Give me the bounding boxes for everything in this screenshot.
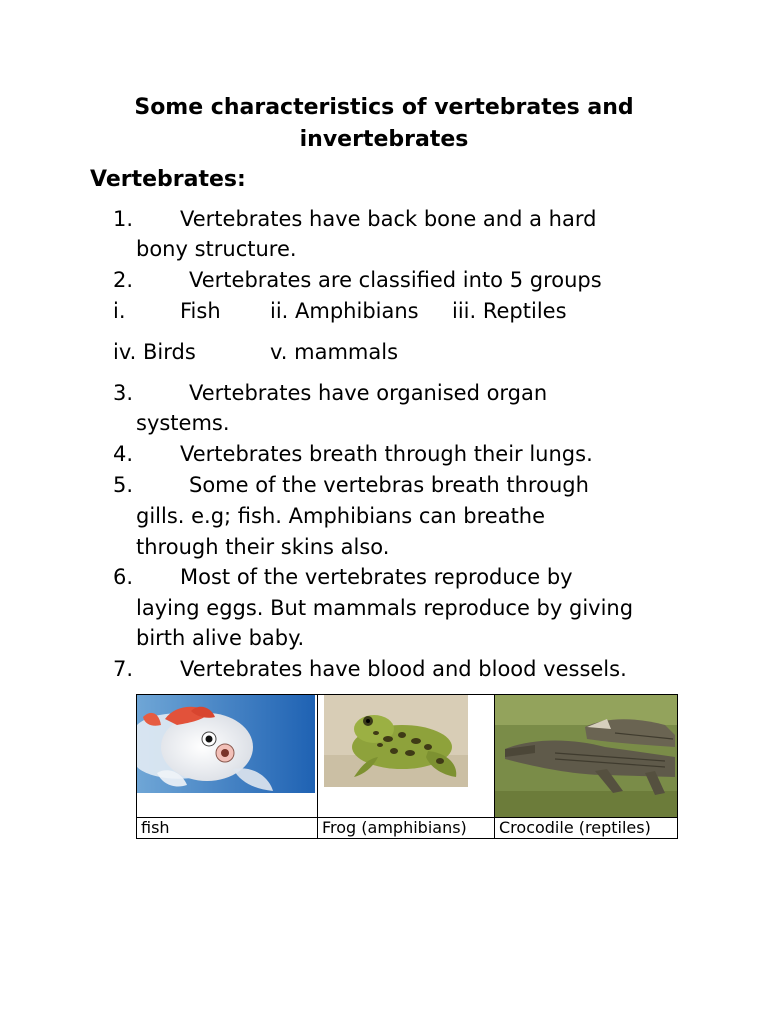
section-heading-vertebrates: Vertebrates: xyxy=(90,167,246,192)
group-mammals: v. mammals xyxy=(270,340,399,364)
crocodile-image xyxy=(495,695,677,817)
point-text: Vertebrates have organised organ xyxy=(189,381,548,405)
point-text: bony structure. xyxy=(136,237,297,261)
point-text: Vertebrates have blood and blood vessels. xyxy=(180,657,627,681)
point-text: gills. e.g; fish. Amphibians can breathe xyxy=(136,504,546,528)
point-text: systems. xyxy=(136,411,230,435)
title-line-2: invertebrates xyxy=(299,127,469,152)
point-number: 6. xyxy=(113,565,134,589)
point-text: Vertebrates breath through their lungs. xyxy=(180,442,593,466)
caption-crocodile: Crocodile (reptiles) xyxy=(495,818,678,839)
fish-image-cell xyxy=(137,695,318,818)
group-i-label: i. xyxy=(113,299,126,323)
caption-frog: Frog (amphibians) xyxy=(318,818,495,839)
point-number: 3. xyxy=(113,381,134,405)
group-fish: Fish xyxy=(180,299,221,323)
group-birds: iv. Birds xyxy=(113,340,196,364)
caption-row xyxy=(137,818,678,839)
point-text: through their skins also. xyxy=(136,535,390,559)
point-text: birth alive baby. xyxy=(136,626,305,650)
point-number: 7. xyxy=(113,657,134,681)
point-text: Most of the vertebrates reproduce by xyxy=(180,565,573,589)
point-text: Some of the vertebras breath through xyxy=(189,473,589,497)
page-title xyxy=(80,92,688,156)
animal-image-table xyxy=(136,694,678,839)
point-number: 1. xyxy=(113,207,134,231)
group-amphibians: ii. Amphibians xyxy=(270,299,419,323)
point-number: 2. xyxy=(113,268,134,292)
frog-image xyxy=(318,695,494,793)
title-line-1: Some characteristics of vertebrates and xyxy=(134,95,634,120)
point-text: Vertebrates are classified into 5 groups xyxy=(189,268,602,292)
image-row xyxy=(137,695,678,818)
fish-image xyxy=(137,695,315,793)
point-text: laying eggs. But mammals reproduce by giving xyxy=(136,596,634,620)
caption-fish: fish xyxy=(137,818,318,839)
crocodile-image-cell xyxy=(495,695,678,818)
point-number: 5. xyxy=(113,473,134,497)
point-number: 4. xyxy=(113,442,134,466)
group-reptiles: iii. Reptiles xyxy=(452,299,567,323)
point-text: Vertebrates have back bone and a hard xyxy=(180,207,597,231)
frog-image-cell xyxy=(318,695,495,818)
